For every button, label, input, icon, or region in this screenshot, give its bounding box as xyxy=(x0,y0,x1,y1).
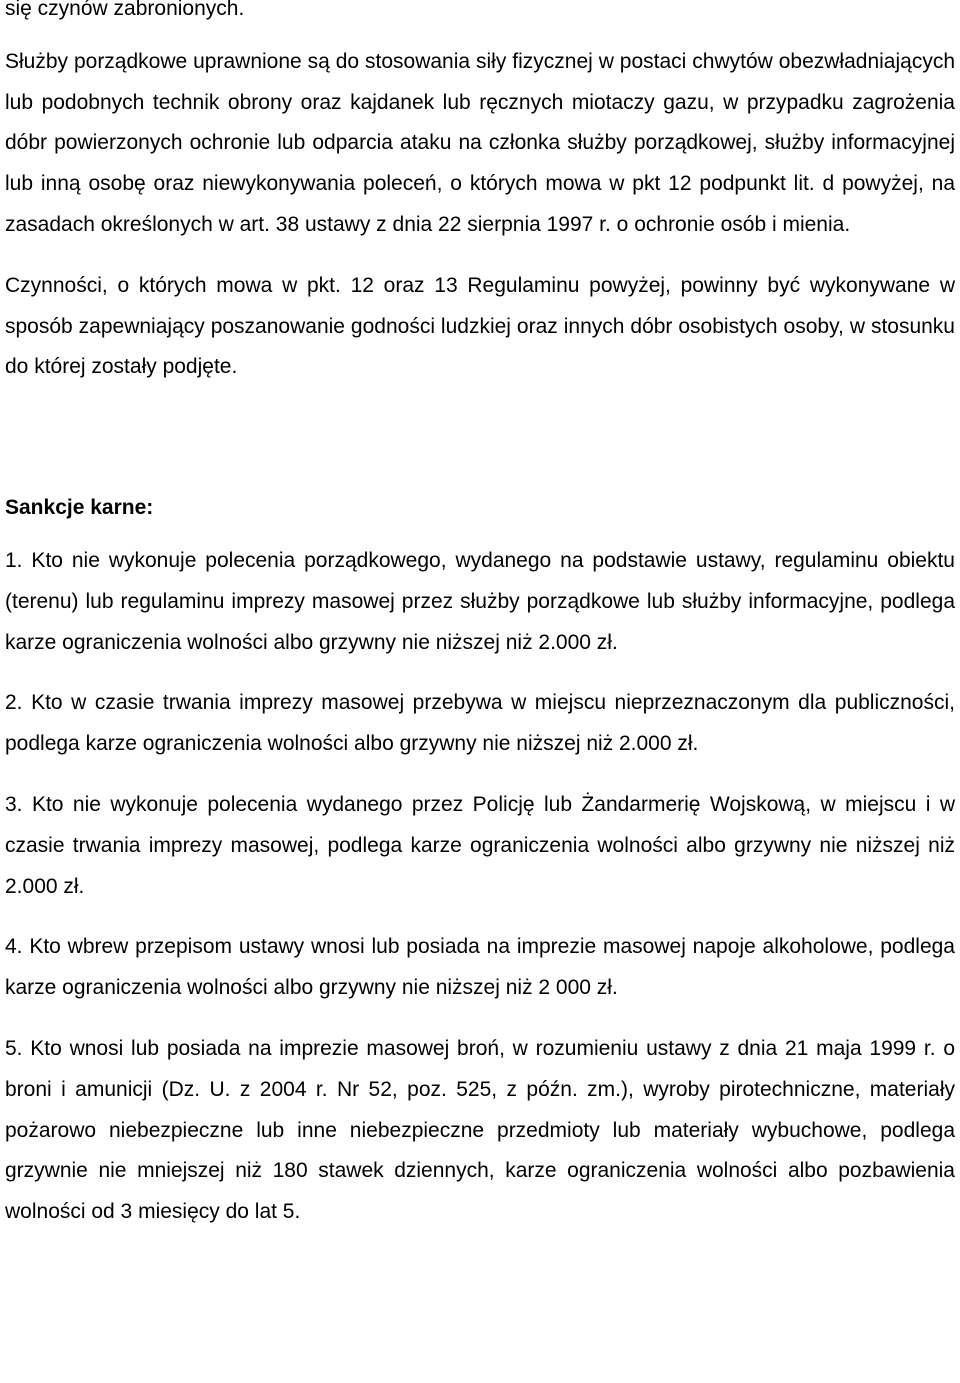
para-dignity: Czynności, o których mowa w pkt. 12 oraz 13 Regulaminu powyżej, powinny być wykonywane w sposób zapewniający poszanowanie godności ludzkiej oraz innych dóbr osobistych osoby, w stosunku do której zostały podjęte. xyxy=(5,273,955,379)
document-page xyxy=(5,0,955,1233)
sanctions-heading: Sankcje karne: xyxy=(5,496,154,520)
fragment-top: się czynów zabronionych. xyxy=(5,0,245,20)
sanction-item-3: 3. Kto nie wykonuje polecenia wydanego przez Policję lub Żandarmerię Wojskową, w miejscu i w czasie trwania imprezy masowej, podlega karze ograniczenia wolności albo grzywny nie niższej niż 2.000 zł. xyxy=(5,792,955,898)
sanction-item-1: 1. Kto nie wykonuje polecenia porządkowego, wydanego na podstawie ustawy, regulaminu obiektu (terenu) lub regulaminu imprezy masowej przez służby porządkowe lub służby informacyjne, podlega karze ograniczenia wolności albo grzywny nie niższej niż 2.000 zł. xyxy=(5,548,955,654)
sanction-item-2: 2. Kto w czasie trwania imprezy masowej przebywa w miejscu nieprzeznaczonym dla publiczności, podlega karze ograniczenia wolności albo grzywny nie niższej niż 2.000 zł. xyxy=(5,691,955,756)
sanction-item-5: 5. Kto wnosi lub posiada na imprezie masowej broń, w rozumieniu ustawy z dnia 21 maja 1999 r. o broni i amunicji (Dz. U. z 2004 r. Nr 52, poz. 525, z późn. zm.), wyroby pirotechniczne, materiały pożarowo niebezpieczne lub inne niebezpieczne przedmioty lub materiały wybuchowe, podlega grzywnie nie mniejszej niż 180 stawek dziennych, karze ograniczenia wolności albo pozbawienia wolności od 3 miesięcy do lat 5. xyxy=(5,1036,955,1224)
sanction-item-4: 4. Kto wbrew przepisom ustawy wnosi lub posiada na imprezie masowej napoje alkoholowe, podlega karze ograniczenia wolności albo grzywny nie niższej niż 2 000 zł. xyxy=(5,935,955,1000)
para-security-services: Służby porządkowe uprawnione są do stosowania siły fizycznej w postaci chwytów obezwładniających lub podobnych technik obrony oraz kajdanek lub ręcznych miotaczy gazu, w przypadku zagrożenia dóbr powierzonych ochronie lub odparcia ataku na członka służby porządkowej, służby informacyjnej lub inną osobę oraz niewykonywania poleceń, o których mowa w pkt 12 podpunkt lit. d powyżej, na zasadach określonych w art. 38 ustawy z dnia 22 sierpnia 1997 r. o ochronie osób i mienia. xyxy=(5,49,955,236)
